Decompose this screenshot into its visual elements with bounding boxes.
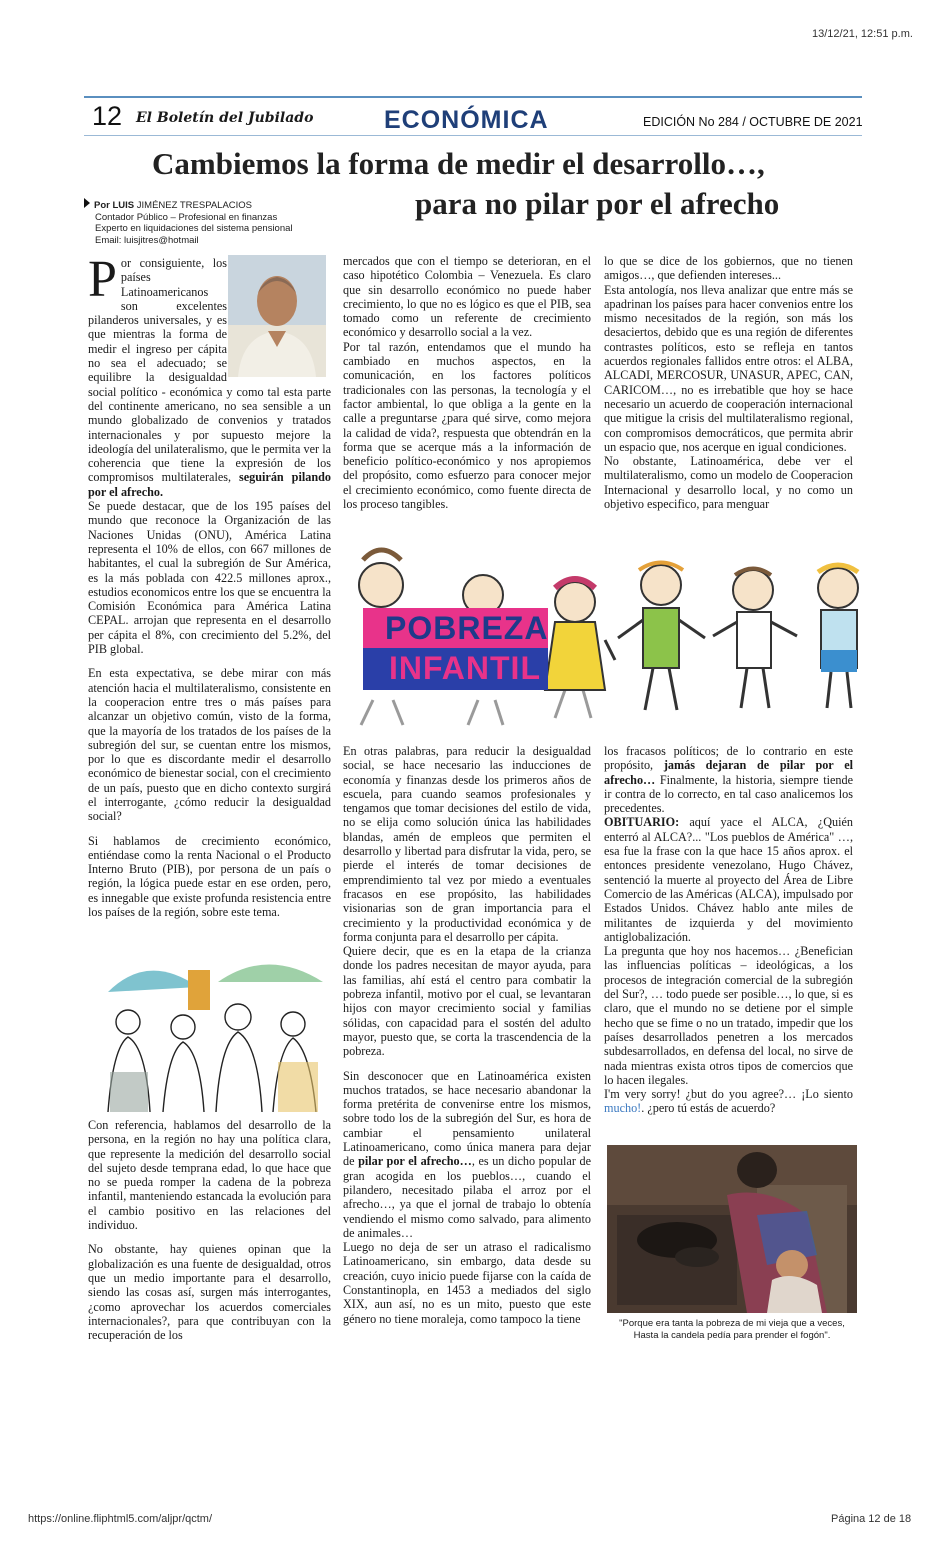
col3-paragraph-7 — [604, 1087, 853, 1116]
col3-paragraph-4 — [604, 744, 853, 815]
col3-paragraph-7b: . ¿pero tú estás de acuerdo? — [641, 1101, 776, 1116]
col3-paragraph-6: La pregunta que hoy nos hacemos… ¿Benefician las influencias políticas – ideológicas, a los procesos de integración comercial de la subregión del Sur?, … todo puede ser posible…, lo que, si es claro, que el mundo no se detiene por el simple hecho que se fime o no un tratado, impedir que los países desarrollados penetren a los mercados subdesarrollados, en defensa del local, no sirve de nada mientras exista otros tipos de comercios que lo hacen ilegales. — [604, 944, 853, 1087]
column-2-bottom — [343, 744, 591, 1326]
pobreza-infantil-banner — [343, 540, 862, 730]
print-footer-page: Página 12 de 18 — [831, 1513, 912, 1525]
col3-paragraph-4b: jamás dejaran de pilar por el afrecho… — [604, 758, 854, 787]
byline-arrow-icon — [84, 198, 90, 208]
mucho-link[interactable]: mucho! — [604, 1101, 642, 1116]
header-top-rule — [84, 96, 862, 98]
col1-paragraph-2: Se puede destacar, que de los 195 países del mundo que reconoce la Organización de las Naciones Unidas (ONU), América Latina representa el 10% de ellos, con 667 millones de habitantes, el cual la subregión de Sur América, es la más poblada con 422.5 millones aprox., estudios economicos entre los que se encuentra la Comisión Económica para América Latina CEPAL. arrojan que representa en el desarrollo per cápita el 8%, con crecimiento del 5.2%, del PIB global. — [88, 499, 331, 657]
obituario-label: OBITUARIO: — [604, 815, 680, 830]
photo-caption — [607, 1318, 857, 1342]
print-datetime: 13/12/21, 12:51 p.m. — [812, 28, 913, 40]
col3-paragraph-1: lo que se dice de los gobiernos, que no tienen amigos…, que defienden intereses... — [604, 254, 853, 283]
col2-paragraph-1: mercados que con el tiempo se deterioran, en el caso hipotético Colombia – Venezuela. Es claro que sin desarrollo económico no puede haber crecimiento, lo que no es lógico es que el PIB, sea tomado como un referente de crecimiento económico y desarrollo social a la vez. — [343, 254, 591, 340]
col1-paragraph-1a: or consiguiente, los países Latinoamericanos son excelentes pilanderos universales, y es que mientras la forma de medir el ingreso per cápita no sea el adecuado; se equilibre la desigualdad social político - económica y como tal esta parte del continente americano, no sea sensible a un mundo globalizado de convenios y tratados internacionales y por supuesto mejore la ideología del unilateralismo, que le permita ver la coherencia que tiene la expresión de los compromisos multilaterales, — [88, 256, 331, 485]
page-number: 12 — [92, 101, 123, 131]
byline-prefix: Por LUIS — [94, 200, 135, 211]
byline — [84, 198, 334, 246]
kitchen-photo — [607, 1145, 857, 1313]
column-3-top — [604, 254, 853, 511]
col2-paragraph-6: Luego no deja de ser un atraso el radicalismo Latinoamericano, sin embargo, data desde su creación, cuyo inicio puede fijarse con la caída de Constantinopla, en 1453 a mediados del siglo XIX, aun así, no es un mito, puesto que este género no tiene moraleja, como tampoco la tiene — [343, 1240, 591, 1326]
header-bottom-rule — [84, 135, 862, 136]
column-2-top — [343, 254, 591, 511]
edition-info: EDICIÓN No 284 / OCTUBRE DE 2021 — [643, 115, 863, 129]
col2-paragraph-3: En otras palabras, para reducir la desigualdad social, se hace necesario las inducciones de economía y finanzas desde los primeros años de escuela, para cuando seamos profesionales y tengamos que tomar decisiones del estilo de vida, no se elija como solución única las habilidades blandas, amén de empleos que permiten el desarrollo y libertad para disfrutar la vida, pero, se pierde el interés de tomar decisiones de emprendimiento tal vez por miedo a eventuales fracasos en ese propósito, las habilidades visionarias son de gran importancia para el crecimiento y la productividad económica y de forma conjunta para el desarrollo per cápita. — [343, 744, 591, 944]
col3-paragraph-3: No obstante, Latinoamérica, debe ver el multilateralismo, como un modelo de Cooperacion Internacional y desarrollo local, y no como un objetivo especifico, para menguar — [604, 454, 853, 512]
drop-cap: P — [88, 251, 117, 308]
photo-caption-line-1: "Porque era tanta la pobreza de mi vieja que a veces, — [619, 1318, 845, 1329]
col3-paragraph-4a: los fracasos políticos; de lo contrario en este propósito, — [604, 744, 853, 773]
column-3-bottom — [604, 744, 853, 1116]
col2-paragraph-5c: , es un dicho popular de gran acogida en los pueblos…, cuando el pilandero, necesitado pilaba el arroz por el afrecho…, ya que el jornal de trabajo lo obtenía vendiendo el mismo como salvado, para alimento de animales… — [343, 1154, 591, 1240]
col2-paragraph-2: Por tal razón, entendamos que el mundo ha cambiado en muchos aspectos, en la comunicación, en los factores políticos tradicionales con las personas, la tecnología y el factor ambiental, lo que obliga a la gente en la calle a preguntarse ¿para qué sirve, como mejora la calidad de vida?, respuesta que obtendrán en la forma que se acerque más a la información de beneficio político-económico y nos apropiemos del propósito, como esfuerzo para conocer mejor el crecimiento económico, como fuente directa de los proceso tangibles. — [343, 339, 591, 512]
col3-paragraph-4c: Finalmente, la historia, siempre tiende ir contra de lo correcto, en tal caso analicemos los precedentes. — [604, 772, 853, 816]
col2-paragraph-4: Quiere decir, que es en la etapa de la crianza donde los padres necesitan de mayor ayuda, para las familias, ahí está el centro para combatir la pobreza infantil, motivo por el cual, se levantaran hijos con mayor crecimiento social y familias sólidas, con capacidad para el sostén del adulto mayor, puesto que, se corta la trascendencia de la pobreza. — [343, 944, 591, 1059]
headline-line2: para no pilar por el afrecho — [415, 186, 780, 221]
col1-paragraph-3: En esta expectativa, se debe mirar con más atención hacia el multilateralismo, consistente en la cooperacion entre tres o más países para alcanzar un objetivo común, visto de la forma, que la mayoría de los tratados de los países de la subregión del sur, se cuentan entre los mismos, por lo que es discordante medir el desarrollo económico de bienestar social, con el crecimiento de un país, puesto que en dicho contexto surgirá el interrogante, ¿cómo reducir la desigualdad social? — [88, 666, 331, 824]
col3-paragraph-5 — [604, 815, 853, 944]
publication-name: El Boletín del Jubilado — [136, 110, 314, 126]
col2-paragraph-5b: pilar por el afrecho… — [358, 1154, 472, 1169]
people-illustration — [88, 952, 331, 1112]
col3-paragraph-2: Esta antología, nos lleva analizar que entre más se apadrinan los países para hacer convenios entre los mismo necesitados de la región, son más los desaciertos, debido que es una región de diferentes contrastes políticos, esto se refleja en tantos acuerdos regionales fallidos entre otros: el ALBA, ALCADI, MERCOSUR, UNASUR, APEC, CAN, CARICOM…, no es irrebatible que hoy se hace necesario un acuerdo de cooperación internacional que mitigue la crisis del multilateralismo regional, con compromisos democráticos, que permita abrir un espacio que, nos acerque en igual condiciones. — [604, 282, 853, 454]
author-expertise: Experto en liquidaciones del sistema pensional — [95, 223, 293, 234]
col2-paragraph-5a: Sin desconocer que en Latinoamérica existen muchos tratados, se hace necesario abandonar la forma pretérita de convenirse entre los mismos, sobre todo los de la subregión del Sur, es hora de cambiar el pensamiento unilateral Latinoamericano, como única manera para dejar de — [343, 1068, 591, 1169]
column-1-top — [88, 251, 331, 920]
author-name: JIMÉNEZ TRESPALACIOS — [134, 200, 253, 211]
col1-paragraph-5: Con referencia, hablamos del desarrollo de la persona, en la región no hay una política clara, que represente la medición del desarrollo social del sujeto desde temprana edad, lo que hace que no se pueda romper la cadena de la pobreza infantil, manteniendo estancada la evolución para el cambio positivo en las relaciones del individuo. — [88, 1118, 331, 1233]
banner-line-2: INFANTIL — [389, 650, 541, 686]
col2-paragraph-5 — [343, 1069, 591, 1241]
photo-caption-line-2: Hasta la candela pedía para prender el fogón". — [633, 1330, 831, 1341]
author-title: Contador Público – Profesional en finanzas — [95, 211, 278, 223]
col1-paragraph-1b: seguirán pilando por el afrecho. — [88, 470, 331, 499]
author-email: Email: luisjitres@hotmail — [95, 234, 199, 246]
col3-paragraph-7a: I'm very sorry! ¿but do you agree?… ¡Lo siento — [604, 1087, 853, 1102]
print-footer-url[interactable]: https://online.fliphtml5.com/aljpr/qctm/ — [28, 1513, 213, 1525]
headline-line1: Cambiemos la forma de medir el desarrollo…, — [152, 146, 765, 181]
col1-paragraph-4: Si hablamos de crecimiento económico, entiéndase como la renta Nacional o el Producto Interno Bruto (PIB), por persona de un país o región, la lógica puede estar en ese orden, pero, es innegable que existe profunda resistencia entre los países de la región, sobre este tema. — [88, 833, 331, 920]
col3-paragraph-5b: aquí yace el ALCA, ¿Quién enterró al ALCA?... "Los pueblos de América" …, esa fue la frase con la que hace 15 años aprox. el entonces presidente venezolano, Hugo Chávez, sentenció la muerte al proyecto del Área de Libre Comercio de las Américas (ALCA), impulsado por Estados Unidos. Chávez hablo ante miles de militantes de izquierda y del movimiento antiglobalización. — [604, 815, 853, 944]
banner-line-1: POBREZA — [385, 610, 549, 646]
col1-paragraph-6: No obstante, hay quienes opinan que la globalización es una fuente de desigualdad, otros que un medio importante para el desarrollo, siendo las cosas así, surgen más interrogantes, ¿como aprovechar los acuerdos comerciales internacionales?, para que contribuyan con la recuperación de los — [88, 1242, 331, 1343]
section-title: ECONÓMICA — [384, 106, 549, 134]
column-1-bottom — [88, 1118, 331, 1342]
